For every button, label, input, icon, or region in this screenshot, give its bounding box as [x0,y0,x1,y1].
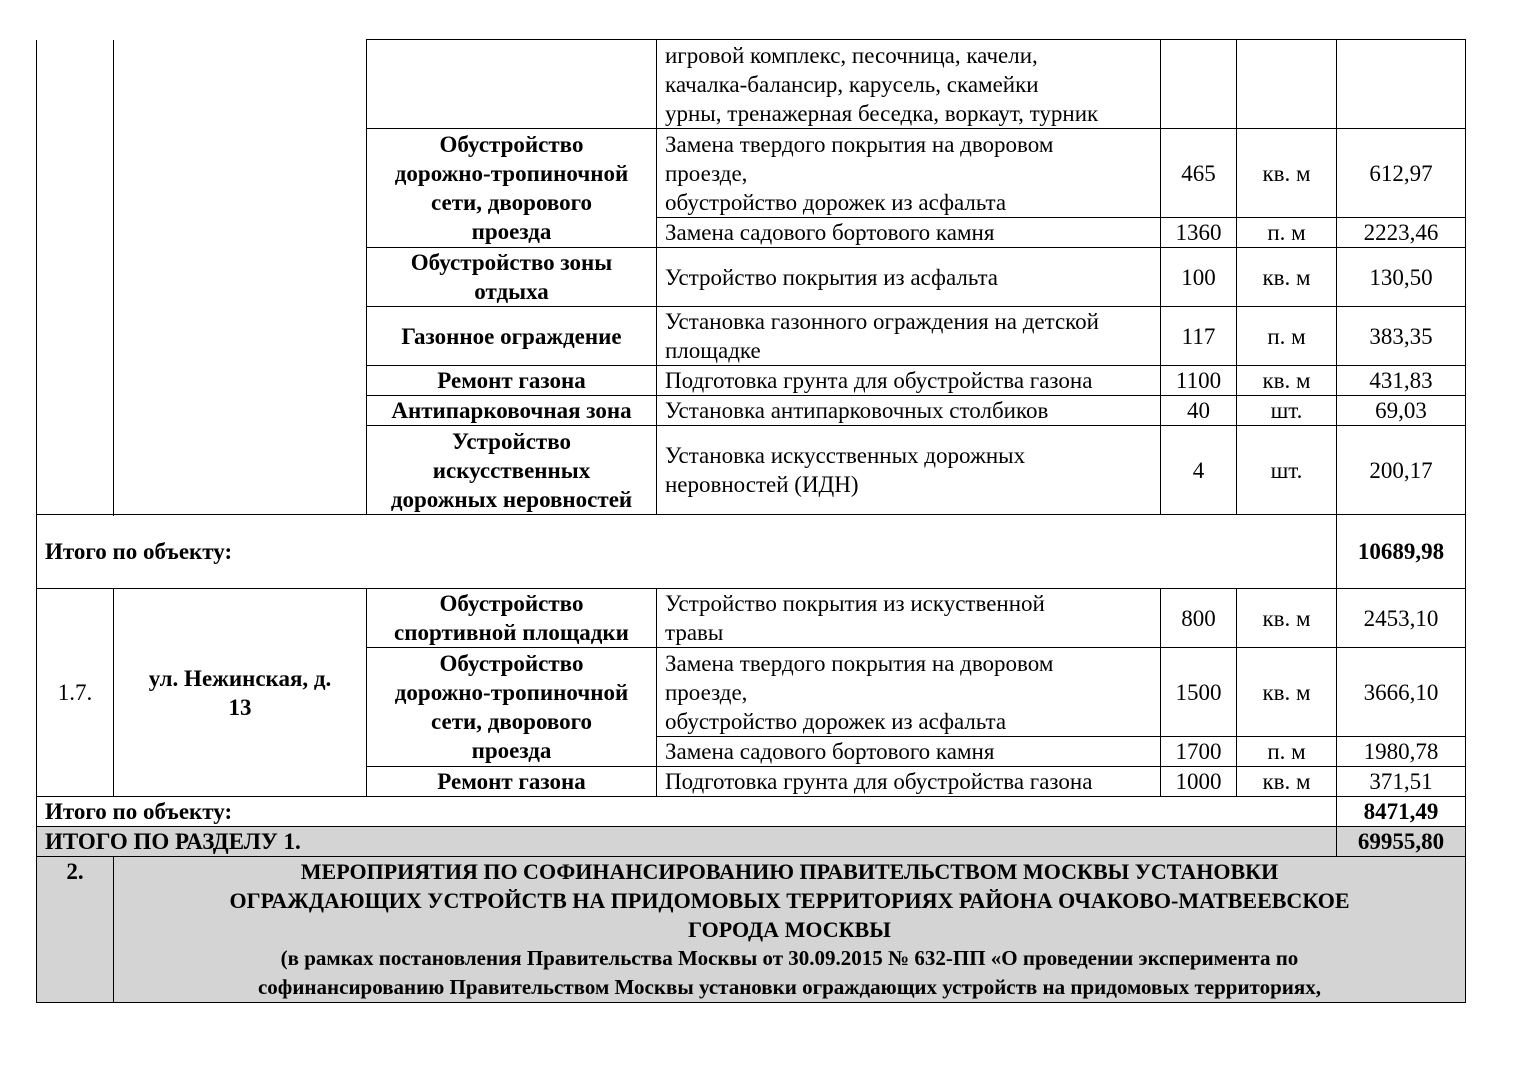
section-total-value: 69955,80 [1337,827,1466,857]
work-description: игровой комплекс, песочница, качели, качалка-балансир, карусель, скамейки урны, тренажерная беседка, воркаут, турник [657,40,1161,129]
sum: 69,03 [1337,396,1466,426]
document-page [36,39,1465,1003]
category-rest-zone: Обустройство зоны отдыха [367,248,657,307]
sum: 612,97 [1337,129,1466,218]
object-total-label: Итого по объекту: [37,797,1337,827]
unit: п. м [1237,218,1337,248]
unit: п. м [1237,307,1337,366]
section-subtitle: (в рамках постановления Правительства Москвы от 30.09.2015 № 632-ПП «О проведении эксперимента по софинансированию Правительством Москвы установки ограждающих устройств на придомовых территориях, [257,946,1321,999]
section-header-row [37,857,1466,1003]
object-total-value: 10689,98 [1337,515,1466,589]
unit: п. м [1237,737,1337,767]
works-table [36,39,1466,1003]
unit: кв. м [1237,648,1337,737]
work-description: Установка газонного ограждения на детской площадке [657,307,1161,366]
work-description: Установка антипарковочных столбиков [657,396,1161,426]
quantity: 465 [1161,129,1237,218]
sum: 371,51 [1337,767,1466,797]
section-total-label: ИТОГО ПО РАЗДЕЛУ 1. [37,827,1337,857]
quantity: 1360 [1161,218,1237,248]
section-title: МЕРОПРИЯТИЯ ПО СОФИНАНСИРОВАНИЮ ПРАВИТЕЛЬСТВОМ МОСКВЫ УСТАНОВКИ ОГРАЖДАЮЩИХ УСТРОЙСТВ НА ПРИДОМОВЫХ ТЕРРИТОРИЯХ РАЙОНА ОЧАКОВО-МАТВЕЕВСКОЕ ГОРОДА МОСКВЫ [229,859,1350,942]
category-lawn-repair: Ремонт газона [367,366,657,396]
empty-num-cell [37,40,114,515]
category-road-network: Обустройство дорожно-тропиночной сети, дворового проезда [367,129,657,248]
sum: 3666,10 [1337,648,1466,737]
section-number: 2. [37,857,114,1003]
work-description: Замена садового бортового камня [657,737,1161,767]
quantity: 1500 [1161,648,1237,737]
unit: кв. м [1237,589,1337,648]
sum: 130,50 [1337,248,1466,307]
work-description: Подготовка грунта для обустройства газона [657,366,1161,396]
quantity: 117 [1161,307,1237,366]
work-description: Установка искусственных дорожных неровностей (ИДН) [657,426,1161,515]
sum: 200,17 [1337,426,1466,515]
unit: кв. м [1237,248,1337,307]
quantity: 1100 [1161,366,1237,396]
work-description: Замена твердого покрытия на дворовом проезде, обустройство дорожек из асфальта [657,129,1161,218]
category-speed-bumps: Устройство искусственных дорожных неровностей [367,426,657,515]
quantity: 1700 [1161,737,1237,767]
unit: кв. м [1237,129,1337,218]
unit: кв. м [1237,767,1337,797]
table-row [37,40,1466,129]
object-total-value: 8471,49 [1337,797,1466,827]
object-number: 1.7. [37,589,114,797]
object-address: ул. Нежинская, д. 13 [114,589,367,797]
work-description: Устройство покрытия из искуственной травы [657,589,1161,648]
work-description: Замена садового бортового камня [657,218,1161,248]
empty-category-cell [367,40,657,129]
table-row [37,589,1466,648]
unit: шт. [1237,426,1337,515]
category-sports-ground: Обустройство спортивной площадки [367,589,657,648]
quantity: 4 [1161,426,1237,515]
category-antiparking: Антипарковочная зона [367,396,657,426]
unit: кв. м [1237,366,1337,396]
category-lawn-fence: Газонное ограждение [367,307,657,366]
category-road-network: Обустройство дорожно-тропиночной сети, дворового проезда [367,648,657,767]
quantity: 800 [1161,589,1237,648]
sum: 383,35 [1337,307,1466,366]
sum: 2223,46 [1337,218,1466,248]
object-total-label: Итого по объекту: [37,515,1337,589]
work-description: Замена твердого покрытия на дворовом проезде, обустройство дорожек из асфальта [657,648,1161,737]
quantity: 1000 [1161,767,1237,797]
quantity: 40 [1161,396,1237,426]
object-total-row [37,797,1466,827]
category-lawn-repair: Ремонт газона [367,767,657,797]
object-total-row [37,515,1466,589]
work-description: Устройство покрытия из асфальта [657,248,1161,307]
sum: 1980,78 [1337,737,1466,767]
sum: 431,83 [1337,366,1466,396]
empty-address-cell [114,40,367,515]
sum: 2453,10 [1337,589,1466,648]
section-total-row [37,827,1466,857]
quantity: 100 [1161,248,1237,307]
work-description: Подготовка грунта для обустройства газона [657,767,1161,797]
unit: шт. [1237,396,1337,426]
section-header [114,857,1466,1003]
